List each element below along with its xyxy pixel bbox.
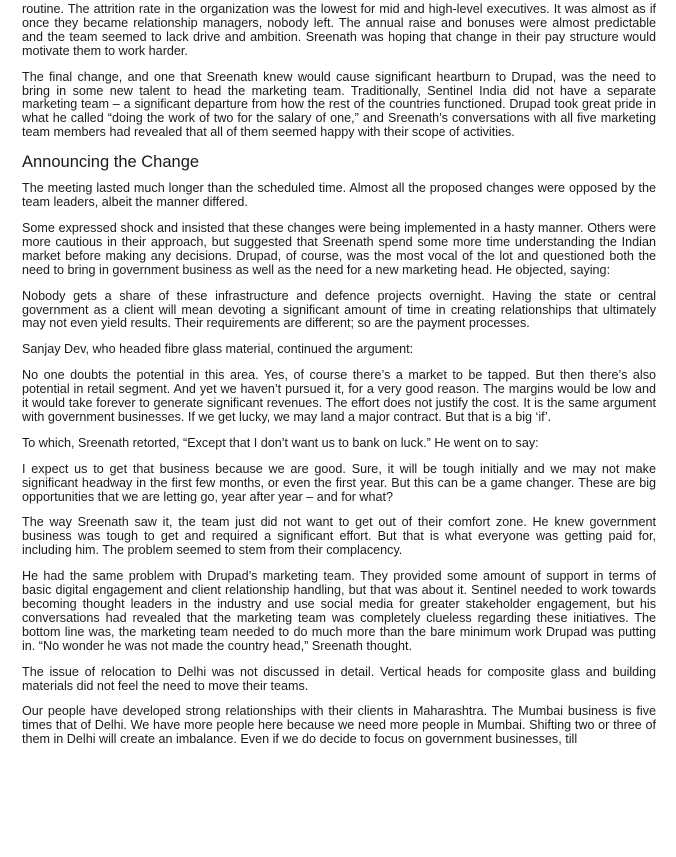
paragraph-comfort-zone: The way Sreenath saw it, the team just did not want to get out of their comfort zone. He knew government business was tough to get and required a significant effort. But that is what everyone was getting paid for, including him. The problem seemed to stem from their complacency.	[22, 515, 656, 558]
paragraph-sreenath-retort: To which, Sreenath retorted, “Except that I don’t want us to bank on luck.” He went on to say:	[22, 435, 539, 450]
quote-sanjay: No one doubts the potential in this area. Yes, of course there’s a market to be tapped. But then there’s also potential in retail segment. And yet we haven’t pursued it, for a very good reason. The margins would be low and it would take forever to generate significant revenues. The effort does not justify the cost. It is the same argument with government businesses. If we get lucky, we may land a major contract. But that is a big ‘if’.	[22, 368, 656, 424]
paragraph-marketing-team: He had the same problem with Drupad’s marketing team. They provided some amount of support in terms of basic digital engagement and client relationship handling, but that was about it. Sentinel needed to work towards becoming thought leaders in the industry and use social media for greater stakeholder engagement, but his conversations had revealed that the marketing team was completely clueless regarding these initiatives. The bottom line was, the marketing team needed to do much more than the bare minimum work Drupad was putting in. “No wonder he was not made the country head,” Sreenath thought.	[22, 569, 656, 653]
paragraph-relocation: The issue of relocation to Delhi was not discussed in detail. Vertical heads for composite glass and building materials did not feel the need to move their teams.	[22, 664, 656, 693]
section-heading: Announcing the Change	[22, 153, 200, 172]
quote-drupad: Nobody gets a share of these infrastructure and defence projects overnight. Having the state or central government as a client will mean devoting a significant amount of time in creating relationships that ultimately may not even yield results. Their requirements are different; so are the payment processes.	[22, 288, 656, 331]
paragraph-marketing-change: The final change, and one that Sreenath knew would cause significant heartburn to Drupad, was the need to bring in some new talent to head the marketing team. Traditionally, Sentinel India did not have a separate marketing team – a significant departure from how the rest of the countries functioned. Drupad took great pride in what he called “doing the work of two for the salary of one,” and Sreenath’s conversations with all five marketing team members had revealed that all of them seemed happy with their scope of activities.	[22, 69, 656, 140]
paragraph-reactions: Some expressed shock and insisted that these changes were being implemented in a hasty manner. Others were more cautious in their approach, but suggested that Sreenath spend some more time understanding the Indian market before making any decisions. Drupad, of course, was the most vocal of the lot and questioned both the need to bring in government business as well as the need for a new marketing head. He objected, saying:	[22, 220, 656, 277]
paragraph-attrition: routine. The attrition rate in the organization was the lowest for mid and high-level executives. It was almost as if once they became relationship managers, nobody left. The annual raise and bonuses were almost predictable and the team seemed to lack drive and ambition. Sreenath was hoping that change in their pay structure would motivate them to work harder.	[22, 2, 656, 58]
paragraph-sanjay-intro: Sanjay Dev, who headed fibre glass material, continued the argument:	[22, 342, 414, 357]
document-page	[22, 3, 656, 759]
paragraph-meeting: The meeting lasted much longer than the scheduled time. Almost all the proposed changes were opposed by the team leaders, albeit the manner differed.	[22, 181, 656, 210]
quote-vertical-heads: Our people have developed strong relationships with their clients in Maharashtra. The Mumbai business is five times that of Delhi. We have more people here because we need more people in Mumbai. Shifting two or three of them in Delhi will create an imbalance. Even if we do decide to focus on government businesses, till	[22, 704, 656, 747]
quote-sreenath: I expect us to get that business because we are good. Sure, it will be tough initially and we may not make significant headway in the first few months, or even the first year. But this can be a game changer. These are big opportunities that we are letting go, year after year – and for what?	[22, 461, 656, 504]
